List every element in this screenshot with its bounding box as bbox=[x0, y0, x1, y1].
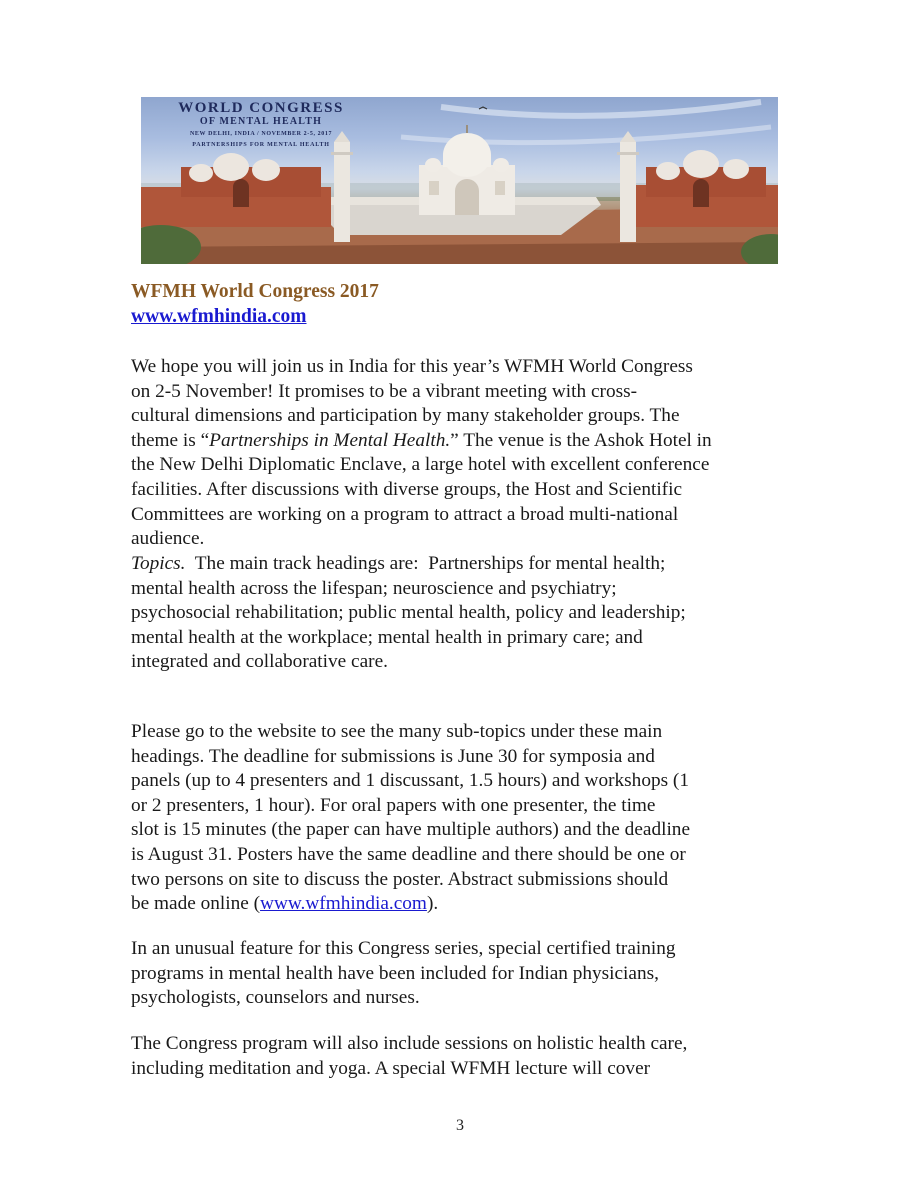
text-line: psychologists, counselors and nurses. bbox=[131, 987, 420, 1009]
holistic-paragraph bbox=[131, 1032, 801, 1081]
text-line: panels (up to 4 presenters and 1 discussant, 1.5 hours) and workshops (1 bbox=[131, 770, 689, 792]
website-link[interactable]: www.wfmhindia.com bbox=[131, 306, 307, 327]
text-line: mental health at the workplace; mental health in primary care; and bbox=[131, 626, 643, 648]
text-line: psychosocial rehabilitation; public mental health, policy and leadership; bbox=[131, 602, 686, 624]
congress-banner bbox=[141, 97, 778, 264]
banner-location-date: NEW DELHI, INDIA / NOVEMBER 2-5, 2017 bbox=[189, 131, 333, 137]
abstract-submission-link[interactable]: www.wfmhindia.com bbox=[260, 893, 427, 915]
text-line: the New Delhi Diplomatic Enclave, a large hotel with excellent conference bbox=[131, 454, 710, 476]
topics-label: Topics. bbox=[131, 553, 186, 574]
banner-theme: PARTNERSHIPS FOR MENTAL HEALTH bbox=[192, 142, 330, 148]
section-heading: WFMH World Congress 2017 bbox=[131, 281, 379, 302]
text-line: including meditation and yoga. A special WFMH lecture will cover bbox=[131, 1057, 651, 1079]
text-line: or 2 presenters, 1 hour). For oral papers with one presenter, the time bbox=[131, 794, 656, 816]
text-span: ). bbox=[426, 893, 439, 915]
theme-italic: Partnerships in Mental Health. bbox=[209, 429, 451, 451]
text-line: programs in mental health have been included for Indian physicians, bbox=[131, 962, 659, 984]
text-span: ” The venue is the Ashok Hotel in bbox=[450, 429, 712, 451]
text-line: slot is 15 minutes (the paper can have multiple authors) and the deadline bbox=[131, 819, 690, 841]
text-span: theme is “ bbox=[131, 429, 210, 451]
banner-caption bbox=[145, 100, 377, 151]
text-line: two persons on site to discuss the poster. Abstract submissions should bbox=[131, 868, 669, 890]
text-line bbox=[131, 429, 801, 454]
text-line: The Congress program will also include sessions on holistic health care, bbox=[131, 1033, 688, 1054]
text-line: on 2-5 November! It promises to be a vibrant meeting with cross- bbox=[131, 380, 638, 402]
text-line bbox=[131, 892, 801, 917]
banner-subtitle: OF MENTAL HEALTH bbox=[199, 116, 323, 127]
submissions-paragraph bbox=[131, 720, 801, 917]
text-line bbox=[131, 552, 801, 577]
text-line: headings. The deadline for submissions is June 30 for symposia and bbox=[131, 745, 655, 767]
text-line: is August 31. Posters have the same deadline and there should be one or bbox=[131, 843, 686, 865]
text-line: Please go to the website to see the many sub-topics under these main bbox=[131, 721, 663, 742]
text-line: integrated and collaborative care. bbox=[131, 651, 388, 673]
text-line: We hope you will join us in India for this year’s WFMH World Congress bbox=[131, 356, 693, 377]
text-line: In an unusual feature for this Congress series, special certified training bbox=[131, 938, 676, 959]
text-span: The main track headings are: Partnerships for mental health; bbox=[185, 553, 666, 574]
page-number: 3 bbox=[456, 1117, 464, 1134]
text-line: audience. bbox=[131, 528, 205, 550]
topics-paragraph bbox=[131, 552, 801, 675]
intro-paragraph bbox=[131, 355, 801, 552]
banner-title: WORLD CONGRESS bbox=[178, 100, 344, 116]
text-line: Committees are working on a program to attract a broad multi-national bbox=[131, 503, 679, 525]
text-line: cultural dimensions and participation by many stakeholder groups. The bbox=[131, 405, 680, 427]
text-line: facilities. After discussions with diverse groups, the Host and Scientific bbox=[131, 478, 683, 500]
text-span: be made online ( bbox=[131, 893, 261, 915]
training-paragraph bbox=[131, 937, 801, 1011]
text-line: mental health across the lifespan; neuroscience and psychiatry; bbox=[131, 577, 617, 599]
